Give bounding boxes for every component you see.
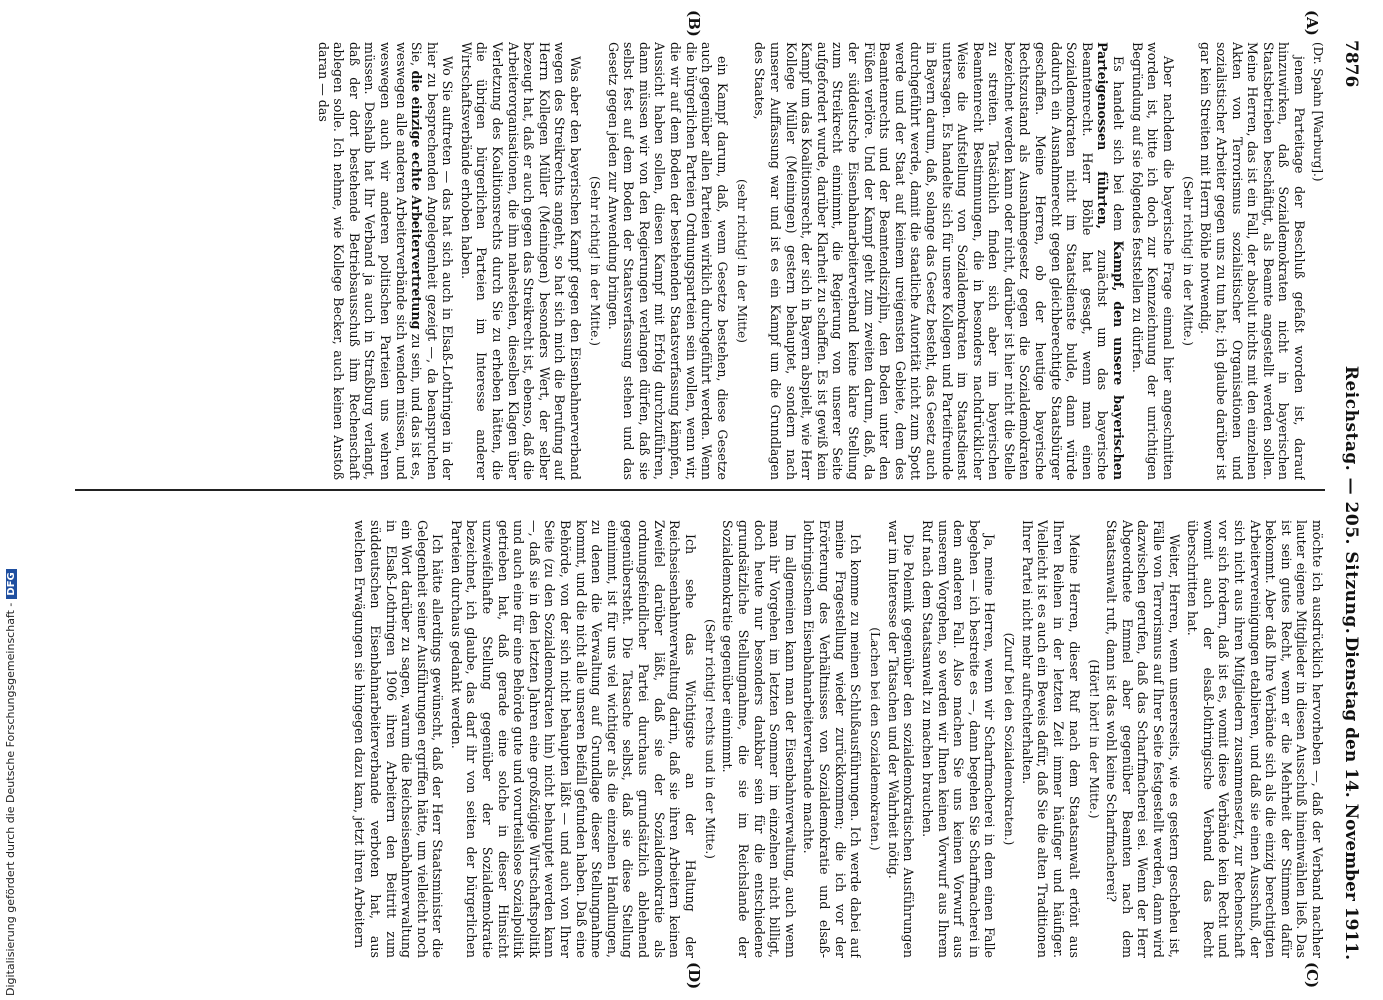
- paragraph: Ich hätte allerdings gewünscht, daß der Herr Staatsminister die Gelegenheit seiner Ausführungen ergriffen hätte, um vielleicht noch ein Wort darüber zu sagen, warum die Reichseisenbahnverwaltung in Elsaß-Lothringen 1906 ihren Arbeitern den Beitritt zum süddeutschen Eisenbahnarbeiterverbande verboten hat, aus welchen Erwägungen sie hingegen dazu kam, jetzt ihren Arbeitern: [352, 520, 446, 958]
- interjection: (Lachen bei den Sozialdemokraten.): [868, 627, 883, 851]
- paragraph: [315, 42, 455, 480]
- bold-text: die einzige echte Arbeitervertretung: [409, 70, 425, 330]
- interjection: (Zuruf bei den Sozialdemokraten.): [1002, 632, 1017, 846]
- paragraph: [752, 42, 1126, 480]
- page-title: Reichstag. — 205. Sitzung.: [1341, 365, 1361, 635]
- margin-marker-d: (D): [685, 962, 703, 990]
- text-run: zu sein, und das ist es, weswegen alle anderen Arbeiterverbände sich wenden müssen, und weswegen auch wir anderen politischen Parteien uns wehren müssen. Deshalb hat Ihr Verband ja auch in Straßburg verlangt, daß der dort bestehende Betriebsausschuß ihm Rechenschaft ablegen solle. Ich nehme, wie Kollege Becker, auch keinen Anstoß daran — das: [315, 42, 425, 480]
- text-run: Es handelt sich bei dem: [1111, 56, 1127, 241]
- paragraph: Ich komme zu meinen Schlußausführungen. Ich werde dabei auf meine Fragestellung wieder zurückkommen; die ich vor der Erörterung des Verhältnisses von Sozialdemokratie und elsaß-lothringischem Eisenbahnarbeiterverbande machte.: [801, 520, 864, 958]
- interjection: (Sehr richtig! in der Mitte.): [588, 176, 603, 346]
- paragraph: möchte ich ausdrücklich hervorheben —, daß der Verband nachher lauter eigene Mitglieder in diesen Ausschuß hineinwählen ließ. Das ist sein gutes Recht, wenn er die Mehrheit der Stimmen dafür bekommt. Aber daß Ihre Verbände sich als die einzig berechtigten Arbeitervereinigungen etablieren, und daß sie einen Ausschuß, der sich nicht aus ihren Mitgliedern zusammensetzt, zur Rechenschaft vor sich fordern, daß ist es, womit diese Verbände kein Recht und womit auch der elsaß-lothringische Verband das Recht überschritten hat.: [1185, 520, 1325, 958]
- right-column: [85, 520, 1325, 958]
- paragraph: jenem Parteitage der Beschluß gefaßt worden ist, darauf hinzuwirken, daß Sozialdemokraten nicht in bayerischen Staatsbetrieben beschäftigt, als Beamte angestellt werden sollen. Meine Herren, das ist ein Fall, der absolut nichts mit den einzelnen Akten von Terrorismus sozialistischer Organisationen und sozialistischer Arbeiter gegen uns zu tun hat; ich glaube darüber ist gar kein Streiten mit Herrn Böhle notwendig.: [1198, 42, 1307, 480]
- margin-marker-a: (A): [1303, 10, 1321, 36]
- paragraph: Im allgemeinen kann man der Eisenbahnverwaltung, auch wenn man ihr Vorgehen im letzten Sommer im einzelnen nicht billigt, doch heute nur besonders dankbar sein für die entschiedene grundsätzliche Stellungnahme, die sie im Reichslande der Sozialdemokratie gegenüber einnimmt.: [720, 520, 798, 958]
- column-divider: [75, 489, 1325, 491]
- paragraph: Ich sehe das Wichtigste an der Haltung der Reichseisenbahnverwaltung darin, daß sie ihren Arbeitern keinen Zweifel darüber läßt, daß sie der Sozialdemokratie als ordnungsfeindlicher Partei durchaus grundsätzlich ablehnend gegenübersteht. Die Tatsache selbst, daß sie diese Stellung einnimmt, ist für uns viel wichtiger als die einzelnen Handlungen, zu denen die Verwaltung auf Grundlage dieser Stellungnahme kommt, und die nicht alle unseren Beifall gefunden haben. Daß eine Behörde, von der sich nicht behaupten läßt — und auch von Ihrer Seite (zu den Sozialdemokraten hin) nicht behauptet werden kann —, daß sie in den letzten Jahren eine großzügige Wirtschaftspolitik und auch eine für eine Behörde gute und vorurteilslose Sozialpolitik getrieben hat, daß gerade eine solche in dieser Hinsicht unzweifelhafte Stellung gegenüber der Sozialdemokratie bezeichnet, ich glaube, das darf ihr von seiten der bürgerlichen Parteien durchaus gedankt werden.: [448, 520, 698, 958]
- interjection: (Hört! hört! in der Mitte.): [1086, 659, 1101, 819]
- dfg-logo: DFG: [6, 569, 17, 598]
- margin-marker-b: (B): [685, 10, 703, 37]
- interjection: (Sehr richtig! in der Mitte.): [1180, 176, 1195, 346]
- session-date: Dienstag den 14. November 1911.: [1341, 636, 1361, 960]
- speaker-label: (Dr. Spahn [Warburg].): [1311, 42, 1325, 182]
- digitization-text: Digitalisierung gefördert durch die Deutsche Forschungsgemeinschaft -: [4, 602, 17, 996]
- margin-marker-c: (C): [1303, 962, 1321, 989]
- paragraph: ein Kampf darum, daß, wenn Gesetze bestehen, diese Gesetze auch gegenüber allen Parteien wirklich durchgeführt werden. Wenn die bürgerlichen Parteien Ordnungsparteien sein wollen, wenn wir, die wir auf dem Boden der bestehenden Staatsverfassung kämpfen, Aussicht haben sollen, diesen Kampf mit Erfolg durchzuführen, dann müssen wir von den Regierungen verlangen dürfen, daß sie selbst fest auf dem Boden der Staatsverfassung stehen und das Gesetz gegen jeden zur Anwendung bringen.: [605, 42, 730, 480]
- paragraph: Meine Herren, dieser Ruf nach dem Staatsanwalt ertönt aus Ihren Reihen in der letzten Zeit immer häufiger und häufiger. Vielleicht ist es auch ein Beweis dafür, daß Sie die alten Traditionen Ihrer Partei nicht mehr aufrechterhalten.: [1019, 520, 1082, 958]
- left-column: [85, 42, 1325, 480]
- bold-text: Kampf, den unsere bayerischen Parteigenossen führten,: [1095, 42, 1127, 480]
- text-run: zunächst um das bayerische Beamtenrecht. Herr Böhle hat gesagt, wenn man einen Sozialdemokraten nicht im Staatsdienste bulde, dann würde dadurch ein Ausnahmerecht gegen gleichberechtigte Staatsbürger geschaffen. Meine Herren, ob der heutige bayerische Rechtszustand als Ausnahmegesetz gegen die Sozialdemokraten bezeichnet werden kann oder nicht, darüber ist hier nicht die Stelle zu streiten. Tatsächlich finden sich aber im bayerischen Beamtenrecht Bestimmungen, die in besonders nachdrücklicher Weise die Aufstellung von Sozialdemokraten im Staatsdienst untersagen. Es handelte sich für unsere Kollegen und Parteifreunde in Bayern darum, daß, solange das Gesetz besteht, das Gesetz auch durchgeführt werde, damit die staatliche Autorität nicht zum Spott werde und der Staat auf keinem ureigensten Gebiete, dem des Beamtenrechts und der Beamtendisziplin, den Boden unter den Füßen verlöre. Und der Kampf geht zum zweiten darum, daß, da der süddeutsche Eisenbahnarbeiterverband keine klare Stellung zum Streikrecht einnimmt, die Regierung von unserer Seite aufgefordert wurde, darüber Klarheit zu schaffen. Es ist gewiß kein Kampf um das Koalitionsrecht, der sich in Bayern abspielt, wie Herr Kollege Müller (Meiningen) gestern behauptet, sondern nach unserer Auffassung war und ist es ein Kampf um die Grundlagen des Staates,: [752, 42, 1111, 480]
- paragraph: Die Polemik gegenüber den sozialdemokratischen Ausführungen war im Interesse der Tatsachen und der Wahrheit nötig.: [885, 520, 917, 958]
- digitization-note: [4, 569, 17, 996]
- page-number: 7876: [1341, 40, 1361, 88]
- interjection: (sehr richtig! in der Mitte): [734, 178, 749, 343]
- paragraph: Weiter, Herren, wenn unsererseits, wie es gestern gescheheu ist, Fälle von Terrorismus auf Ihrer Seite festgestellt werden, dann wird dazwischen gerufen, daß das Scharfmacherei sei. Wenn der Herr Abgeordnete Emmel aber gegenüber Beamten nach dem Staatsanwalt ruft, dann ist das wohl keine Scharfmacherei?: [1104, 520, 1182, 958]
- page-header: [1335, 40, 1361, 960]
- paragraph: Ja, meine Herren, wenn wir Scharfmacherei in dem einen Falle begehen — ich bestreite es —, dann begehen Sie Scharfmacherei in dem anderen Fall. Also machen Sie uns keinen Vorwurf aus unserem Vorgehen, so werden wir Ihnen keinen Vorwurf aus Ihrem Ruf nach dem Staatsanwalt zu machen brauchen.: [919, 520, 998, 958]
- paragraph: Aber nachdem die bayerische Frage einmal hier angeschnitten worden ist, bitte ich doch zur Kennzeichnung der unrichtigen Begründung auf sie folgendes feststellen zu dürfen.: [1129, 42, 1176, 480]
- paragraph: Was aber den bayerischen Kampf gegen den Eisenbahnerverband wegen des Streikrechts angeht, so hat sich mich die Berufung auf Herrn Kollegen Müller (Meiningen) besonders Wert, der selber bezeugt hat, daß er auch gegen das Streikrecht ist, ebenso, daß die Arbeiterorganisationen, die ihm nahestehen, dieselben Klagen über Verletzung des Koalitionsrechts durch Sie zu erheben hätten, die die übrigen bürgerlichen Parteien im Interesse anderer Wirtschaftsverbände erhoben haben.: [458, 42, 584, 480]
- interjection: (Sehr richtig! rechts und in der Mitte.): [702, 618, 717, 860]
- text-run: Wo Sie auftreten — das hat sich auch in Elsaß-Lothringen in der hier zu besprechenden Angelegenheit gezeigt —, da beanspruchen Sie,: [409, 42, 456, 480]
